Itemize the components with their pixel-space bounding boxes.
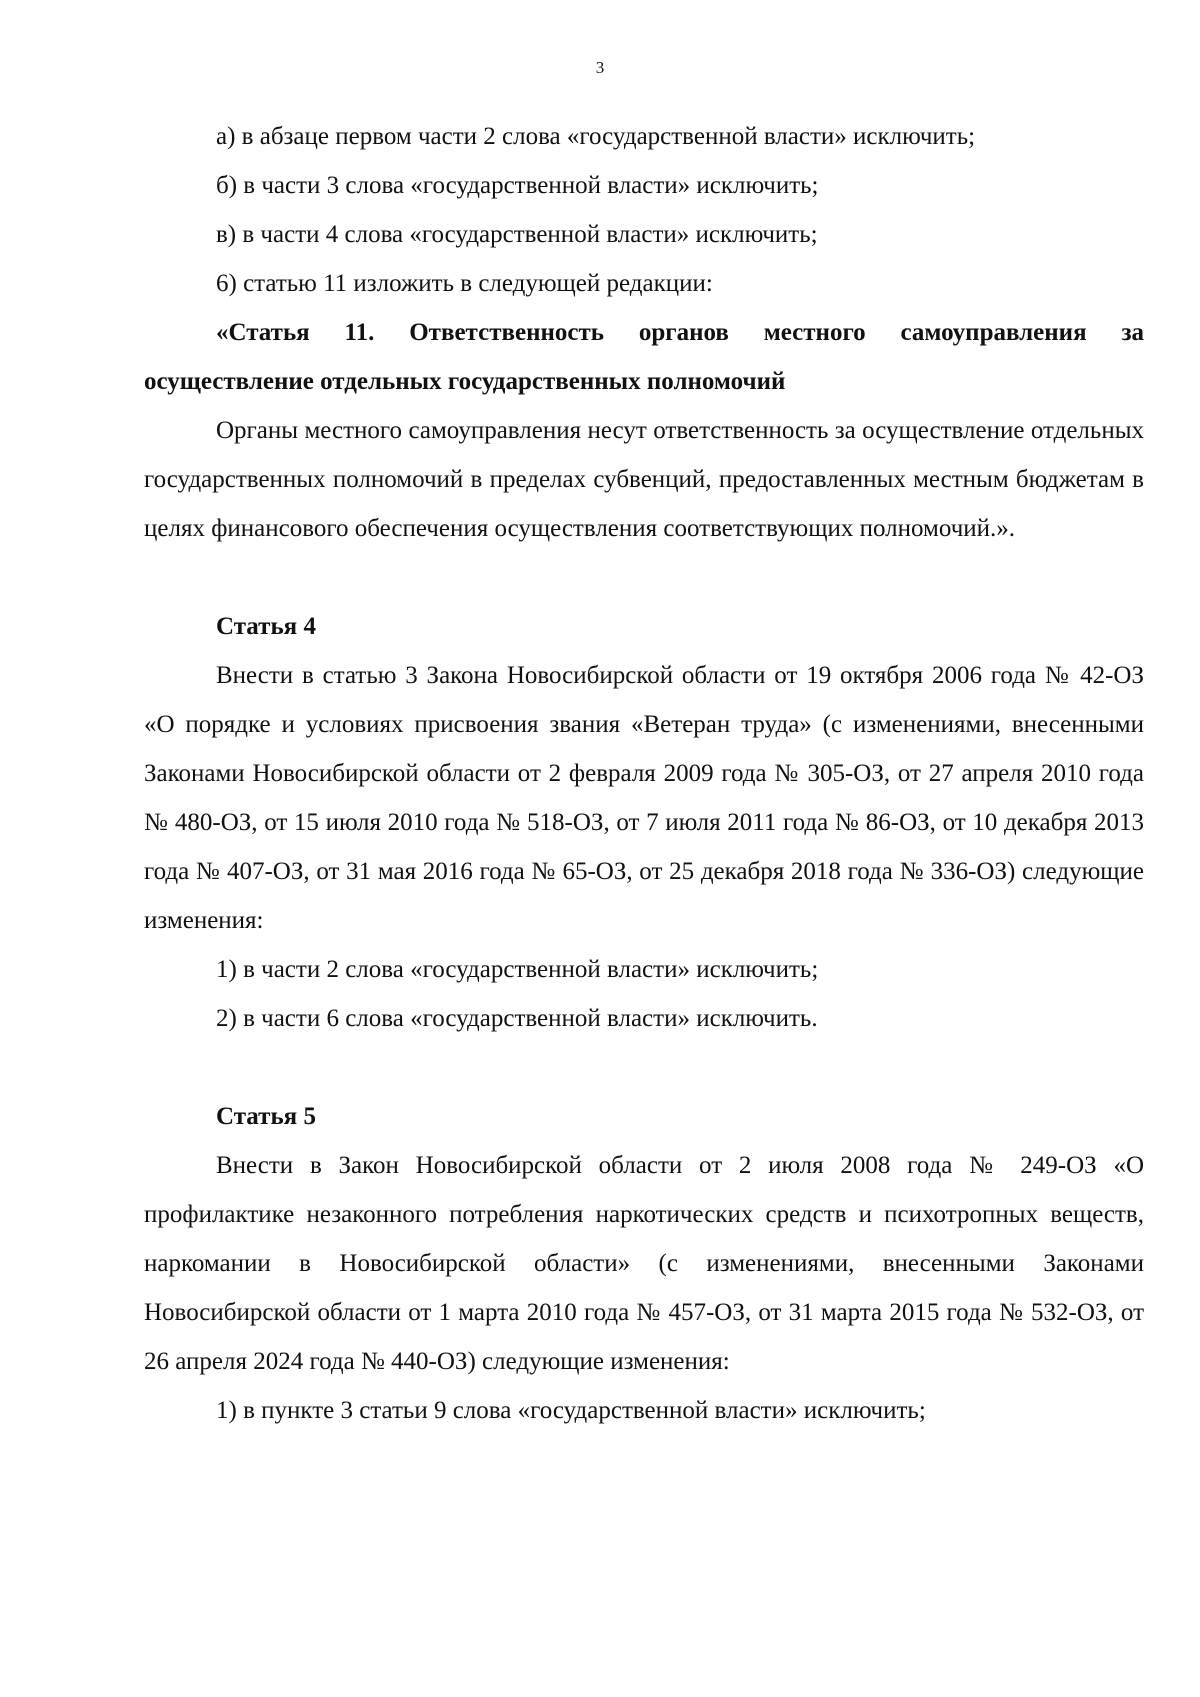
section-gap (144, 553, 1144, 602)
item-v: в) в части 4 слова «государственной власти» исключить; (216, 221, 818, 248)
document-body (144, 112, 1144, 1435)
article4-item1: 1) в части 2 слова «государственной власти» исключить; (216, 956, 819, 983)
article4-item2: 2) в части 6 слова «государственной власти» исключить. (216, 1005, 818, 1032)
item-6: 6) статью 11 изложить в следующей редакции: (216, 270, 713, 297)
article5-text: Внести в Закон Новосибирской области от 2 июля 2008 года № 249-ОЗ «О профилактике незаконного потребления наркотических средств и психотропных веществ, наркомании в Новосибирской области» (с изменениями, внесенными Законами Новосибирской области от 1 марта 2010 года № 457-ОЗ, от 31 марта 2015 года № 532-ОЗ, от 26 апреля 2024 года № 440-ОЗ) следующие изменения: (144, 1152, 1144, 1375)
item-a: а) в абзаце первом части 2 слова «государственной власти» исключить; (216, 123, 976, 150)
article5-heading: Статья 5 (216, 1103, 316, 1130)
article11-heading: «Статья 11. Ответственность органов местного самоуправления за осуществление отдельных государственных полномочий (144, 319, 1144, 395)
article4-text: Внести в статью 3 Закона Новосибирской области от 19 октября 2006 года № 42-ОЗ «О порядке и условиях присвоения звания «Ветеран труда» (с изменениями, внесенными Законами Новосибирской области от 2 февраля 2009 года № 305-ОЗ, от 27 апреля 2010 года № 480-ОЗ, от 15 июля 2010 года № 518-ОЗ, от 7 июля 2011 года № 86-ОЗ, от 10 декабря 2013 года № 407-ОЗ, от 31 мая 2016 года № 65-ОЗ, от 25 декабря 2018 года № 336-ОЗ) следующие изменения: (144, 662, 1144, 934)
item-b: б) в части 3 слова «государственной власти» исключить; (216, 172, 819, 199)
section-gap (144, 1043, 1144, 1092)
article5-item1: 1) в пункте 3 статьи 9 слова «государственной власти» исключить; (216, 1397, 926, 1424)
article11-text: Органы местного самоуправления несут ответственность за осуществление отдельных государственных полномочий в пределах субвенций, предоставленных местным бюджетам в целях финансового обеспечения осуществления соответствующих полномочий.». (144, 417, 1144, 542)
article4-heading: Статья 4 (216, 613, 316, 640)
page-number: 3 (595, 58, 605, 77)
